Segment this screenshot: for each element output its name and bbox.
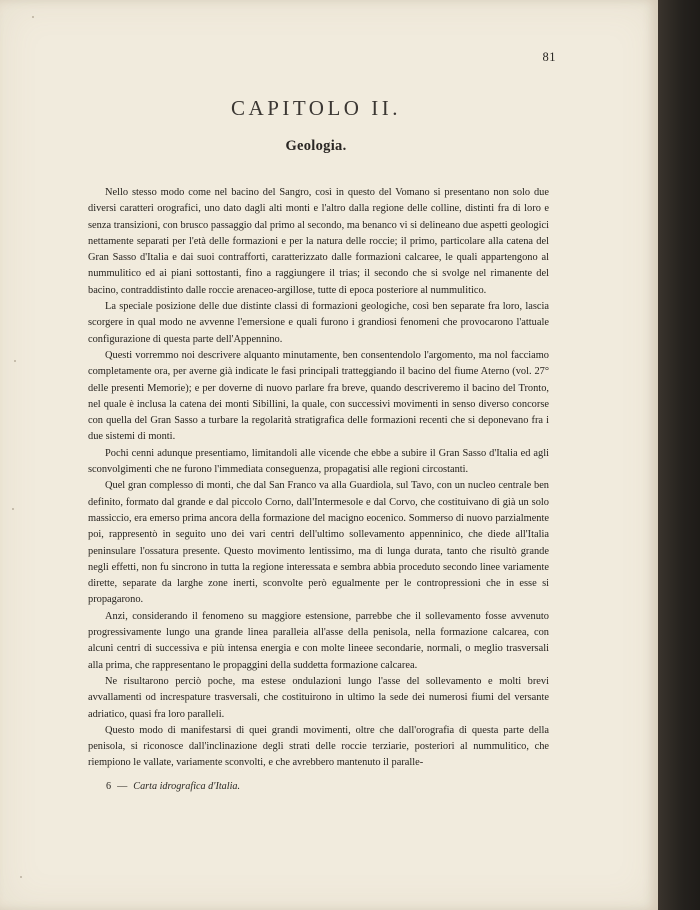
footnote bbox=[106, 781, 240, 792]
body-text bbox=[88, 185, 549, 772]
paragraph: Quel gran complesso di monti, che dal San Franco va alla Guardiola, sul Tavo, con un nucleo centrale ben definito, formato dal grande e dal piccolo Corno, dall'Intermesole e dal Corvo, che costituivano di già un solo massiccio, era emerso prima ancora della formazione del macigno eocenico. Sommerso di nuovo parzialmente poi, rappresentò in seguito uno dei vari centri dell'ultimo sollevamento appenninico, che diede all'Italia peninsulare l'ossatura presente. Questo movimento lentissimo, ma di lunga durata, tanto che risultò grande negli effetti, non fu sincrono in tutta la regione interessata e sembra abbia proceduto secondo linee variamente dirette, separate da larghe zone inerti, sconvolte però egualmente per le contropressioni che in esse si propagarono. bbox=[88, 480, 549, 606]
paragraph: Questi vorremmo noi descrivere alquanto minutamente, ben consentendolo l'argomento, ma nol facciamo completamente ora, per averne già indicate le fasi principali tratteggiando il bacino del fiume Aterno (vol. 27° delle presenti Memorie); e per doverne di nuovo parlare fra breve, quando descriveremo il bacino del Tronto, nel quale è inclusa la catena dei monti Sibillini, la quale, con successivi movimenti in senso diverso concorse con quella del Gran Sasso a turbare la regolarità stratigrafica delle formazioni recenti che si deponevano fra i due sistemi di monti. bbox=[88, 349, 549, 443]
paper-speck bbox=[20, 876, 22, 878]
paragraph: Questo modo di manifestarsi di quei grandi movimenti, oltre che dall'orografia di questa parte della penisola, si riconosce dall'inclinazione degli strati delle roccie terziarie, posteriori al nummulitico, che riempiono le vallate, variamente sconvolti, e che avrebbero mantenuto il paralle- bbox=[88, 724, 549, 769]
paper-speck bbox=[12, 508, 14, 510]
scan-edge bbox=[658, 0, 700, 910]
paragraph: Pochi cenni adunque presentiamo, limitandoli alle vicende che ebbe a subire il Gran Sasso d'Italia ed agli sconvolgimenti che ne furono l'immediata conseguenza, propagatisi alle regioni circostanti. bbox=[88, 447, 549, 476]
footnote-number: 6 bbox=[106, 781, 112, 792]
footnote-title: Carta idrografica d'Italia. bbox=[133, 781, 241, 792]
section-title: Geologia. bbox=[285, 138, 347, 154]
page-number: 81 bbox=[542, 50, 556, 64]
paragraph: Ne risultarono perciò poche, ma estese ondulazioni lungo l'asse del sollevamento e molti brevi avvallamenti od increspature trasversali, che costituirono in ultimo la sede dei numerosi fiumi del versante adriatico, quasi fra loro paralleli. bbox=[88, 675, 549, 720]
paper-speck bbox=[14, 360, 16, 362]
paragraph: La speciale posizione delle due distinte classi di formazioni geologiche, così ben separate fra loro, lascia scorgere in qual modo ne avvenne l'emersione e quali furono i grandiosi fenomeni che provocarono l'attuale configurazione di questa parte dell'Appennino. bbox=[88, 301, 549, 345]
paper-speck bbox=[32, 16, 34, 18]
chapter-title: CAPITOLO II. bbox=[231, 96, 401, 120]
paragraph: Anzi, considerando il fenomeno su maggiore estensione, parrebbe che il sollevamento fosse avvenuto progressivamente lungo una grande linea paralleia all'asse della penisola, nella formazione calcarea, con alcuni centri di successiva e più intensa energia e con molte lineee secondarie, normali, o meglio trasversali alla prima, che rappresentano le propaggini della suddetta formazione calcarea. bbox=[88, 610, 549, 671]
footnote-dash: — bbox=[117, 781, 128, 792]
paragraph: Nello stesso modo come nel bacino del Sangro, così in questo del Vomano si presentano non solo due diversi caratteri orografici, uno dato dagli alti monti e l'altro dalla regione delle colline, distinti fra di loro e senza transizioni, con brusco passaggio dal primo al secondo, ma benanco vi si delineano due aspetti geologici nettamente separati per l'età delle formazioni e per la natura delle roccie; il primo, particolare alla catena del Gran Sasso d'Italia e dai suoi contrafforti, caratterizzato dalle formazioni calcaree, le quali appartengono al nummulitico ed ai piani sottostanti, fino a raggiungere il trias; il secondo che si svolge nel rimanente del bacino, contraddistinto dalle roccie arenaceo-argillose, tutte di epoca posteriore al nummulitico. bbox=[88, 187, 549, 296]
